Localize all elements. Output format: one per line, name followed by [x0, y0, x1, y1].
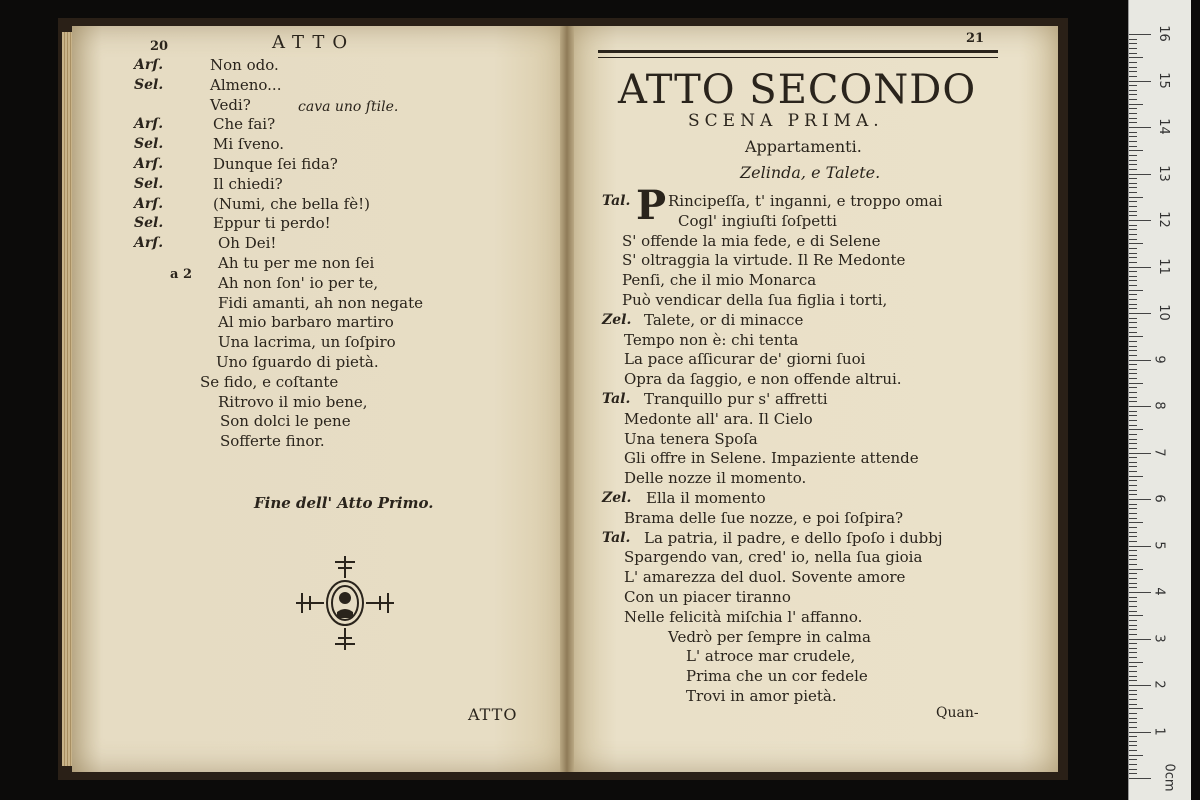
ruler-tick [1129, 536, 1137, 537]
ruler-label: 14 [1155, 118, 1171, 135]
verse-line: Vedrò per ſempre in calma [668, 627, 871, 646]
ruler-label: 0cm [1161, 763, 1177, 792]
speaker-label: Arſ. [134, 116, 164, 133]
ruler-tick [1129, 532, 1137, 533]
ruler-tick [1129, 583, 1137, 584]
ruler-tick [1129, 480, 1137, 481]
verse-line: Dunque ſei fida? [213, 155, 338, 173]
ruler-tick [1129, 569, 1143, 570]
ruler-tick [1129, 294, 1137, 295]
right-page-number: 21 [966, 31, 985, 46]
ruler-tick [1129, 504, 1137, 505]
verse-line: Può vendicar della ſua figlia i torti, [622, 291, 888, 309]
verse-line: Ritrovo il mio bene, [218, 392, 368, 411]
verse-line: Gli offre in Selene. Impaziente attende [624, 449, 919, 468]
ruler-tick [1129, 578, 1137, 579]
ruler-label: 7 [1151, 447, 1167, 457]
ruler-tick [1129, 457, 1137, 458]
ruler-tick [1129, 769, 1137, 770]
verse-line: Una tenera Spoſa [624, 429, 758, 448]
ruler-tick [1129, 713, 1137, 714]
ruler-tick [1129, 280, 1137, 281]
ruler-tick [1129, 146, 1137, 147]
left-running-head: ATTO [272, 32, 356, 53]
verse-line: Nelle felicità miſchia l' affanno. [624, 607, 863, 626]
verse-line: Una lacrima, un ſoſpiro [218, 333, 396, 352]
ruler-tick [1129, 174, 1151, 175]
ruler-tick [1129, 466, 1137, 467]
ruler-tick [1129, 48, 1137, 49]
ruler-tick [1129, 271, 1137, 272]
speaker-label: Sel. [134, 136, 164, 153]
ruler-tick [1129, 392, 1137, 393]
ruler-tick [1129, 764, 1137, 765]
verse-line: Tempo non è: chi tenta [624, 330, 799, 349]
ruler-tick [1129, 522, 1143, 523]
ruler-tick [1129, 573, 1137, 574]
speaker-label: Sel. [134, 215, 164, 232]
ruler-label: 9 [1151, 354, 1167, 364]
ruler-tick [1129, 499, 1151, 500]
ruler-tick [1129, 318, 1137, 319]
verse-line: Con un piacer tiranno [624, 588, 791, 606]
ruler-tick [1129, 67, 1137, 68]
verse-line: L' atroce mar crudele, [686, 647, 856, 666]
ruler-tick [1129, 304, 1137, 305]
ruler-tick [1129, 694, 1137, 695]
verse-line: S' oltraggia la virtude. Il Re Medonte [622, 251, 906, 270]
ruler-tick [1129, 425, 1137, 426]
ruler-tick [1129, 732, 1151, 733]
verse-line: (Numi, che bella fè!) [213, 194, 370, 213]
ruler-tick [1129, 132, 1137, 133]
verse-line: Ah tu per me non ſei [218, 254, 375, 272]
ruler-tick [1129, 99, 1137, 100]
ruler-label: 13 [1155, 164, 1171, 182]
ruler-tick [1129, 360, 1151, 361]
ruler-tick [1129, 550, 1137, 551]
act-title: ATTO SECONDO [618, 67, 977, 113]
ruler-tick [1129, 355, 1137, 356]
ruler-tick [1129, 657, 1137, 658]
speaker-label: Tal. [602, 193, 631, 209]
ruler-tick [1129, 722, 1137, 723]
verse-line: Penſi, che il mio Monarca [622, 271, 817, 290]
ruler-tick [1129, 127, 1151, 128]
verse-line: Se fido, e coſtante [200, 372, 339, 391]
ruler-tick [1129, 606, 1137, 607]
ruler-tick [1129, 262, 1137, 263]
ruler-tick [1129, 453, 1151, 454]
verse-line: Talete, or di minacce [644, 310, 804, 329]
ruler-tick [1129, 406, 1151, 407]
ruler-tick [1129, 773, 1137, 774]
ruler-tick [1129, 94, 1137, 95]
ruler-tick [1129, 276, 1137, 277]
ruler-tick [1129, 434, 1137, 435]
ruler-tick [1129, 680, 1137, 681]
ruler-tick [1129, 704, 1137, 705]
ruler-tick [1129, 164, 1137, 165]
speaker-label: Arſ. [134, 195, 164, 212]
ruler-tick [1129, 615, 1143, 616]
ruler-tick [1129, 113, 1137, 114]
ruler-tick [1129, 243, 1143, 244]
verse-line: Sofferte finor. [220, 432, 325, 451]
ruler-tick [1129, 285, 1137, 286]
verse-line: Ella il momento [646, 489, 766, 507]
ruler-tick [1129, 429, 1143, 430]
ruler-tick [1129, 564, 1137, 565]
ruler-tick [1129, 411, 1137, 412]
ruler-tick [1129, 443, 1137, 444]
ruler-tick [1129, 373, 1137, 374]
ruler-tick [1129, 90, 1137, 91]
header-rule [598, 50, 998, 53]
ruler-tick [1129, 597, 1137, 598]
scene-title: SCENA PRIMA. [688, 111, 884, 131]
ruler-tick [1129, 215, 1137, 216]
ruler-tick [1129, 350, 1137, 351]
ruler-tick [1129, 485, 1137, 486]
left-page-number: 20 [150, 39, 169, 54]
verse-line: Il chiedi? [213, 174, 283, 193]
ruler-tick [1129, 136, 1137, 137]
verse-line: Oh Dei! [218, 234, 277, 253]
ruler-tick [1129, 369, 1137, 370]
ruler-tick [1129, 378, 1137, 379]
ruler-tick [1129, 248, 1137, 249]
ruler-tick [1129, 187, 1137, 188]
verse-line: Mi ſveno. [213, 135, 285, 154]
ruler-tick [1129, 220, 1151, 221]
ruler-label: 11 [1155, 257, 1171, 275]
ruler-tick [1129, 206, 1137, 207]
ruler-label: 8 [1151, 401, 1167, 410]
verse-line: Brama delle ſue nozze, e poi ſoſpira? [624, 508, 904, 527]
ruler-tick [1129, 141, 1137, 142]
ruler-tick [1129, 346, 1137, 347]
ruler-tick [1129, 387, 1137, 388]
ruler-tick [1129, 741, 1137, 742]
ruler-tick [1129, 364, 1137, 365]
verse-line: Rincipeſſa, t' inganni, e troppo omai [668, 192, 943, 210]
ruler-tick [1129, 718, 1137, 719]
ruler-tick [1129, 332, 1137, 333]
verse-line: Fidi amanti, ah non negate [218, 293, 423, 312]
ruler-tick [1129, 750, 1137, 751]
ruler-tick [1129, 527, 1137, 528]
ruler-tick [1129, 43, 1137, 44]
verse-line: Spargendo van, cred' io, nella ſua gioia [624, 548, 923, 567]
verse-line: Ah non ſon' io per te, [218, 273, 379, 292]
ruler-tick [1129, 341, 1137, 342]
verse-line: Tranquillo pur s' affretti [644, 390, 828, 408]
verse-line: Vedi? [210, 95, 251, 114]
ruler-tick [1129, 178, 1137, 179]
ruler-tick [1129, 169, 1137, 170]
ruler-tick [1129, 57, 1143, 58]
verse-line: Cogl' ingiuſti ſoſpetti [678, 211, 837, 230]
verse-line: S' offende la mia fede, e di Selene [622, 231, 881, 250]
ruler-tick [1129, 336, 1143, 337]
verse-line: Che fai? [213, 115, 276, 134]
ruler-tick [1129, 85, 1137, 86]
ruler-tick [1129, 541, 1137, 542]
ruler-tick [1129, 727, 1137, 728]
ruler-tick [1129, 420, 1137, 421]
ruler-tick [1129, 225, 1137, 226]
speaker-label: Arſ. [134, 235, 164, 252]
ruler-tick [1129, 39, 1137, 40]
ruler-tick [1129, 234, 1137, 235]
ruler-tick [1129, 462, 1137, 463]
ruler-tick [1129, 211, 1137, 212]
ruler-label: 1 [1151, 726, 1167, 736]
ruler-tick [1129, 104, 1143, 105]
ruler-tick [1129, 513, 1137, 514]
stage-direction: cava uno ſtile. [298, 98, 399, 115]
drop-cap: P [636, 182, 667, 229]
ruler-tick [1129, 490, 1137, 491]
verse-line: L' amarezza del duol. Sovente amore [624, 568, 906, 587]
ruler-tick [1129, 401, 1137, 402]
ruler-label: 5 [1151, 540, 1167, 550]
ruler-tick [1129, 546, 1151, 547]
ruler-tick [1129, 639, 1151, 640]
ruler-tick [1129, 62, 1137, 63]
ruler-tick [1129, 778, 1151, 779]
speaker-label: Zel. [602, 311, 632, 328]
a-due-marker: a 2 [170, 266, 192, 282]
ruler-tick [1129, 192, 1137, 193]
ruler-tick [1129, 634, 1137, 635]
verse-line: Medonte all' ara. Il Cielo [624, 409, 813, 428]
ruler-label: 6 [1151, 494, 1167, 503]
ruler-tick [1129, 652, 1137, 653]
ruler-tick [1129, 448, 1137, 449]
ruler-tick [1129, 755, 1143, 756]
ruler-label: 10 [1155, 304, 1171, 321]
speaker-label: Arſ. [134, 57, 164, 73]
ruler-tick [1129, 555, 1137, 556]
ruler-tick [1129, 155, 1137, 156]
verse-line: Eppur ti perdo! [213, 214, 331, 233]
ruler-tick [1129, 439, 1137, 440]
ruler-label: 4 [1151, 587, 1167, 596]
speaker-label: Sel. [134, 76, 164, 93]
ruler-tick [1129, 587, 1137, 588]
ruler-tick [1129, 699, 1137, 700]
ruler-tick [1129, 327, 1137, 328]
right-catchword: Quan- [936, 705, 979, 721]
ruler-tick [1129, 559, 1137, 560]
speaker-label: Sel. [134, 175, 164, 192]
ruler-tick [1129, 76, 1137, 77]
header-rule-thin [598, 57, 998, 58]
ruler-tick [1129, 290, 1143, 291]
ruler-tick [1129, 690, 1137, 691]
ruler-tick [1129, 183, 1137, 184]
ruler-tick [1129, 736, 1137, 737]
ruler-tick [1129, 676, 1137, 677]
verse-line: La patria, il padre, e dello ſpoſo i dubbj [644, 528, 943, 547]
ruler-tick [1129, 611, 1137, 612]
ruler-tick [1129, 239, 1137, 240]
ruler-tick [1129, 308, 1137, 309]
ruler-tick [1129, 299, 1137, 300]
ruler-tick [1129, 415, 1137, 416]
page-edges [62, 32, 72, 766]
ruler-tick [1129, 625, 1137, 626]
verse-line: Son dolci le pene [220, 412, 351, 431]
verse-line: Non odo. [210, 56, 279, 74]
book-gutter [560, 26, 574, 772]
speaker-label: Tal. [602, 391, 631, 407]
measurement-ruler [1128, 0, 1191, 800]
ruler-tick [1129, 620, 1137, 621]
ruler-tick [1129, 160, 1137, 161]
ruler-tick [1129, 253, 1137, 254]
left-catchword: ATTO [468, 705, 518, 724]
ruler-tick [1129, 601, 1137, 602]
ruler-label: 16 [1155, 25, 1171, 42]
ruler-tick [1129, 71, 1137, 72]
ruler-tick [1129, 685, 1151, 686]
ruler-tick [1129, 518, 1137, 519]
ruler-tick [1129, 229, 1137, 230]
ruler-tick [1129, 759, 1137, 760]
ornament-icon [290, 548, 400, 658]
ruler-label: 15 [1155, 71, 1171, 89]
ruler-tick [1129, 383, 1143, 384]
open-book [58, 18, 1068, 780]
ruler-tick [1129, 671, 1137, 672]
ruler-tick [1129, 53, 1137, 54]
ruler-tick [1129, 648, 1137, 649]
ruler-tick [1129, 150, 1143, 151]
speaker-label: Tal. [602, 529, 631, 546]
ruler-tick [1129, 708, 1143, 709]
ruler-tick [1129, 508, 1137, 509]
verse-line: Prima che un cor fedele [686, 667, 868, 686]
verse-line: Trovi in amor pietà. [686, 687, 837, 705]
ruler-tick [1129, 267, 1151, 268]
verse-line: Al mio barbaro martiro [218, 313, 394, 332]
ruler-tick [1129, 643, 1137, 644]
ruler-tick [1129, 397, 1137, 398]
ruler-tick [1129, 476, 1143, 477]
ruler-tick [1129, 745, 1137, 746]
ruler-tick [1129, 122, 1137, 123]
verse-line: Opra da ſaggio, e non offende altrui. [624, 370, 902, 389]
ruler-tick [1129, 592, 1151, 593]
ruler-tick [1129, 313, 1151, 314]
ruler-tick [1129, 34, 1151, 35]
ruler-tick [1129, 494, 1137, 495]
ruler-tick [1129, 322, 1137, 323]
ruler-tick [1129, 81, 1151, 82]
ruler-tick [1129, 471, 1137, 472]
ruler-tick [1129, 201, 1137, 202]
speaker-label: Zel. [602, 490, 632, 506]
ruler-tick [1129, 118, 1137, 119]
ruler-label: 3 [1151, 633, 1167, 643]
ruler-tick [1129, 197, 1143, 198]
verse-line: Delle nozze il momento. [624, 469, 807, 488]
ruler-tick [1129, 666, 1137, 667]
end-of-act-text: Fine dell' Atto Primo. [254, 494, 434, 512]
ruler-tick [1129, 108, 1137, 109]
verse-line: La pace aſſicurar de' giorni ſuoi [624, 350, 866, 369]
ruler-label: 12 [1155, 211, 1171, 228]
verse-line: Almeno... [210, 75, 282, 94]
verse-line: Uno ſguardo di pietà. [216, 353, 379, 371]
scene-setting: Appartamenti. [745, 137, 862, 156]
ruler-tick [1129, 257, 1137, 258]
scene-characters: Zelinda, e Talete. [740, 163, 881, 182]
ruler-tick [1129, 629, 1137, 630]
ruler-tick [1129, 662, 1143, 663]
speaker-label: Arſ. [134, 156, 164, 172]
ruler-label: 2 [1151, 680, 1167, 689]
